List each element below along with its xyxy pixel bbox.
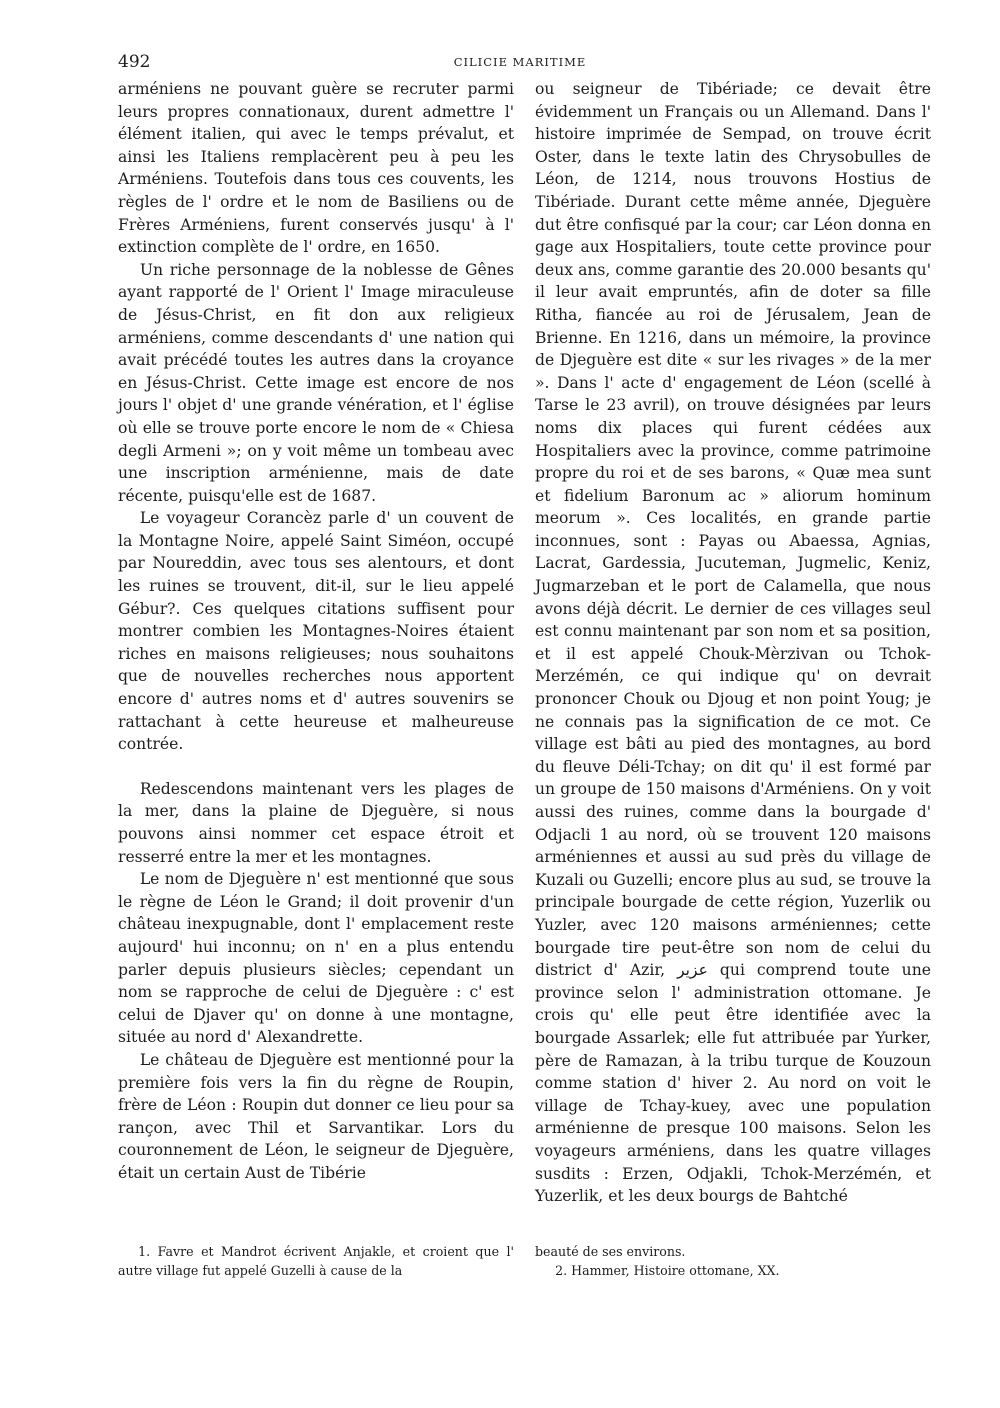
paragraph: Le château de Djeguère est mentionné pour la première fois vers la fin du règne de Roupin, frère de Léon : Roupin dut donner ce lieu pour sa rançon, avec Thil et Sarvantikar. Lors du couronnement de Léon, le seigneur de Djeguère, était un certain Aust de Tibérie [118,1050,514,1182]
footnotes-right [535,1242,931,1280]
paragraph: Le voyageur Corancèz parle d' un couvent de la Montagne Noire, appelé Saint Siméon, occupé par Noureddin, avec tous ses alentours, et dont les ruines se trouvent, dit-il, sur le lieu appelé Gébur?. Ces quelques citations suffisent pour montrer combien les Montagnes-Noires étaient riches en maisons religieuses; nous souhaitons que de nouvelles recherches nous apportent encore d' autres noms et d' autres souvenirs se rattachant à cette heureuse et malheureuse contrée. [118,509,514,754]
footnote-1-continuation: beauté de ses environs. [535,1244,686,1259]
footnote-2: 2. Hammer, Histoire ottomane, XX. [555,1263,780,1278]
right-column [535,78,931,1208]
footnote-1: 1. Favre et Mandrot écrivent Anjakle, et croient que l' autre village fut appelé Guzelli à cause de la [118,1244,514,1278]
footnotes-left [118,1242,514,1280]
paragraph: Redescendons maintenant vers les plages de la mer, dans la plaine de Djeguère, si nous pouvons ainsi nommer cet espace étroit et resserré entre la mer et les montagnes. [118,779,514,866]
paragraph: arméniens ne pouvant guère se recruter parmi leurs propres connationaux, durent admettre l' élément italien, qui avec le temps prévalut, et ainsi les Italiens remplacèrent peu à peu les Arméniens. Toutefois dans tous ces couvents, les règles de l' ordre et le nom de Basiliens ou de Frères Arméniens, furent conservés jusqu' à l' extinction complète de l' ordre, en 1650. [118,80,514,257]
paragraph: Le nom de Djeguère n' est mentionné que sous le règne de Léon le Grand; il doit provenir d'un château inexpugnable, dont l' emplacement reste aujourd' hui inconnu; on n' en a plus entendu parler depuis plusieurs siècles; cependant un nom se rapproche de celui de Djeguère : c' est celui de Djaver qu' on donne à une montagne, située au nord d' Alexandrette. [118,870,514,1047]
page-number: 492 [118,52,151,72]
paragraph: ou seigneur de Tibériade; ce devait être évidemment un Français ou un Allemand. Dans l' histoire imprimée de Sempad, on trouve écrit Oster, dans le texte latin des Chrysobulles de Léon, de 1214, nous trouvons Hostius de Tibériade. Durant cette même année, Djeguère dut être confisqué par la cour; car Léon donna en gage aux Hospitaliers, toute cette province pour deux ans, comme garantie des 20.000 besants qu' il leur avait empruntés, afin de doter sa fille Ritha, fiancée au roi de Jérusalem, Jean de Brienne. En 1216, dans un mémoire, la province de Djeguère est dite « sur les rivages » de la mer ». Dans l' acte d' engagement de Léon (scellé à Tarse le 23 avril), on trouve désignées par leurs noms dix places qui furent cédées aux Hospitaliers avec la province, comme patrimoine propre du roi et de ses barons, « Quæ mea sunt et fidelium Baronum ac » aliorum hominum meorum ». Ces localités, en grande partie inconnues, sont : Payas ou Abaessa, Agnias, Lacrat, Gardessia, Jucuteman, Jugmelic, Keniz, Jugmarzeban et le port de Calamella, que nous avons déjà décrit. Le dernier de ces villages seul est connu maintenant par son nom et sa position, et il est appelé Chouk-Mèrzivan ou Tchok-Merzémén, ce qui indique qu' on devrait prononcer Chouk ou Djoug et non point Youg; je ne connais pas la signification de ce mot. Ce village est bâti au pied des montagnes, au bord du fleuve Déli-Tchay; on dit qu' il est formé par un groupe de 150 maisons d'Arméniens. On y voit aussi des ruines, comme dans la bourgade d' Odjacli 1 au nord, où se trouvent 120 maisons arméniennes et aussi au sud près du village de Kuzali ou Guzelli; encore plus au sud, se trouve la principale bourgade de cette région, Yuzerlik ou Yuzler, avec 120 maisons arméniennes; cette bourgade tire peut-être son nom de celui du district d' Azir, عزیر qui comprend toute une province selon l' administration ottomane. Je crois qu' elle peut être identifiée avec la bourgade Assarlek; elle fut attribuée par Yurker, père de Ramazan, à la tribu turque de Kouzoun comme station d' hiver 2. Au nord on voit le village de Tchay-kuey, avec une population arménienne de presque 100 maisons. Selon les voyageurs arméniens, dans les quatre villages susdits : Erzen, Odjakli, Tchok-Merzémén, et Yuzerlik, et les deux bourgs de Bahtché [535,80,931,1206]
paragraph: Un riche personnage de la noblesse de Gênes ayant rapporté de l' Orient l' Image miraculeuse de Jésus-Christ, en fit don aux religieux arméniens, comme descendants d' une nation qui avait précédé toutes les autres dans la croyance en Jésus-Christ. Cette image est encore de nos jours l' objet d' une grande vénération, et l' église où elle se trouve porte encore le nom de « Chiesa degli Armeni »; on y voit même un tombeau avec une inscription arménienne, mais de date récente, puisqu'elle est de 1687. [118,260,514,505]
running-title: CILICIE MARITIME [453,55,587,69]
page-header [118,52,922,76]
left-column [118,78,514,1185]
